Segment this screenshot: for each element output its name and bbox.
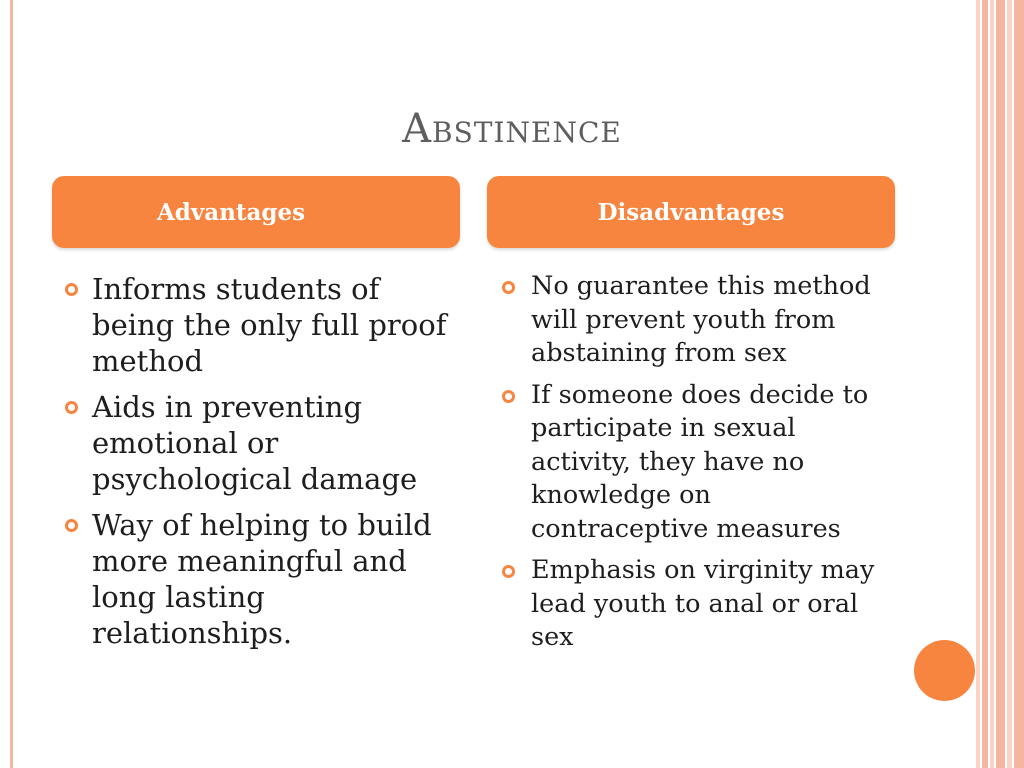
disadvantages-header-label: Disadvantages — [597, 198, 785, 226]
list-item: No guarantee this method will prevent youth from abstaining from sex — [531, 270, 891, 371]
decorative-circle — [914, 640, 975, 701]
bullet-circle-icon — [65, 283, 78, 296]
disadvantages-header — [487, 176, 895, 248]
slide-title: Abstinence — [402, 106, 622, 152]
bullet-circle-icon — [502, 565, 515, 578]
advantages-header-label: Advantages — [156, 198, 306, 226]
list-item: Way of helping to build more meaningful and long lasting relationships. — [92, 507, 452, 651]
bullet-circle-icon — [502, 281, 515, 294]
bullet-circle-icon — [65, 401, 78, 414]
bullet-circle-icon — [502, 390, 515, 403]
advantages-list — [92, 271, 452, 661]
list-item: Emphasis on virginity may lead youth to anal or oral sex — [531, 554, 891, 655]
advantages-header — [52, 176, 460, 248]
list-item: Aids in preventing emotional or psychological damage — [92, 389, 452, 497]
bullet-circle-icon — [65, 519, 78, 532]
list-item: Informs students of being the only full proof method — [92, 271, 452, 379]
list-item: If someone does decide to participate in sexual activity, they have no knowledge on contraceptive measures — [531, 379, 891, 547]
disadvantages-list — [531, 270, 891, 663]
